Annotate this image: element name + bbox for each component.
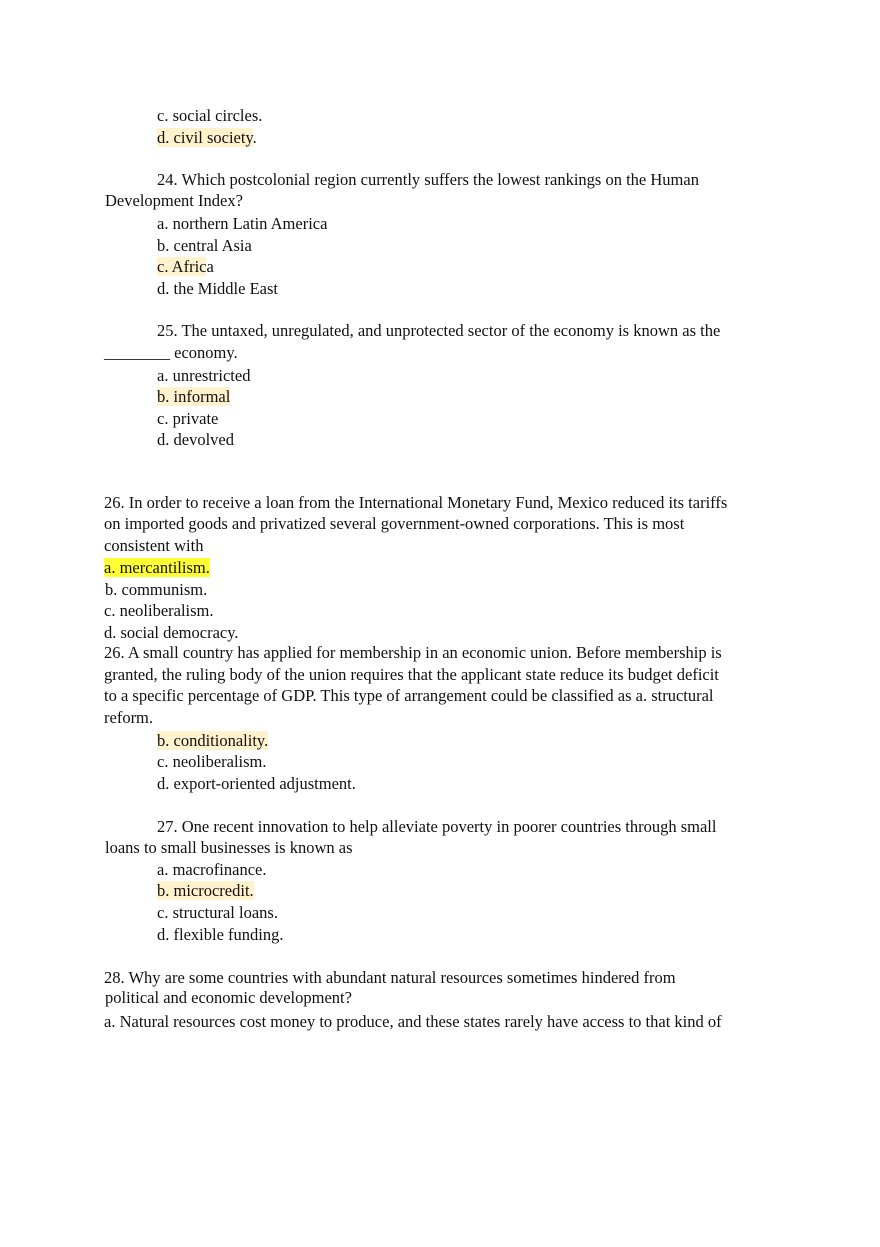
answer-highlight: a. mercantilism. bbox=[104, 558, 210, 577]
answer-highlight: b. conditionality. bbox=[157, 731, 269, 750]
q27-stem-line-1: 27. One recent innovation to help alleviate poverty in poorer countries through small bbox=[157, 817, 717, 836]
q24-stem-line-1: 24. Which postcolonial region currently suffers the lowest rankings on the Human bbox=[157, 170, 699, 189]
q26a-stem-line-3: consistent with bbox=[104, 536, 204, 555]
q24-option-c: c. Africa bbox=[157, 257, 214, 276]
q27-option-c: c. structural loans. bbox=[157, 903, 278, 922]
q25-option-b bbox=[157, 387, 230, 407]
q24-stem-line-2: Development Index? bbox=[105, 191, 243, 210]
q27-option-d: d. flexible funding. bbox=[157, 925, 284, 944]
q25-stem-line-2: ________ economy. bbox=[104, 343, 238, 362]
q26b-option-b bbox=[157, 731, 268, 751]
q26b-option-d: d. export-oriented adjustment. bbox=[157, 774, 356, 793]
q26a-option-d: d. social democracy. bbox=[104, 623, 239, 642]
q26b-stem-line-4: reform. bbox=[104, 708, 154, 727]
q26a-stem-line-2: on imported goods and privatized several government-owned corporations. This is most bbox=[104, 514, 685, 533]
q28-option-a: a. Natural resources cost money to produce, and these states rarely have access to that kind of bbox=[104, 1012, 722, 1031]
answer-highlight: d. civil society bbox=[157, 128, 253, 147]
q24-option-b: b. central Asia bbox=[157, 236, 252, 255]
q26b-stem-line-1: 26. A small country has applied for membership in an economic union. Before membership is bbox=[104, 643, 722, 662]
q25-option-c: c. private bbox=[157, 409, 219, 428]
answer-highlight: c. Afric bbox=[157, 257, 207, 276]
q24-option-a: a. northern Latin America bbox=[157, 214, 328, 233]
q26b-stem-line-2: granted, the ruling body of the union requires that the applicant state reduce its budget deficit bbox=[104, 665, 719, 684]
answer-highlight: b. microcredit. bbox=[157, 881, 254, 900]
q26b-stem-line-3: to a specific percentage of GDP. This type of arrangement could be classified as a. structural bbox=[104, 686, 714, 705]
q28-stem-line-2: political and economic development? bbox=[105, 988, 352, 1007]
q26a-stem-line-1: 26. In order to receive a loan from the International Monetary Fund, Mexico reduced its tariffs bbox=[104, 493, 728, 512]
q23-option-d: d. civil society. bbox=[157, 128, 257, 147]
q27-option-b bbox=[157, 881, 254, 901]
q27-option-a: a. macrofinance. bbox=[157, 860, 267, 879]
q25-option-d: d. devolved bbox=[157, 430, 234, 449]
q25-option-a: a. unrestricted bbox=[157, 366, 251, 385]
q26a-option-c: c. neoliberalism. bbox=[104, 601, 214, 620]
answer-highlight: b. informal bbox=[157, 387, 231, 406]
q26b-option-c: c. neoliberalism. bbox=[157, 752, 267, 771]
q26a-option-b: b. communism. bbox=[105, 580, 208, 599]
q27-stem-line-2: loans to small businesses is known as bbox=[105, 838, 353, 857]
q24-option-d: d. the Middle East bbox=[157, 279, 278, 298]
q28-stem-line-1: 28. Why are some countries with abundant natural resources sometimes hindered from bbox=[104, 968, 676, 987]
q23-option-c: c. social circles. bbox=[157, 106, 263, 125]
q25-stem-line-1: 25. The untaxed, unregulated, and unprotected sector of the economy is known as the bbox=[157, 321, 721, 340]
q26a-option-a bbox=[104, 558, 210, 578]
